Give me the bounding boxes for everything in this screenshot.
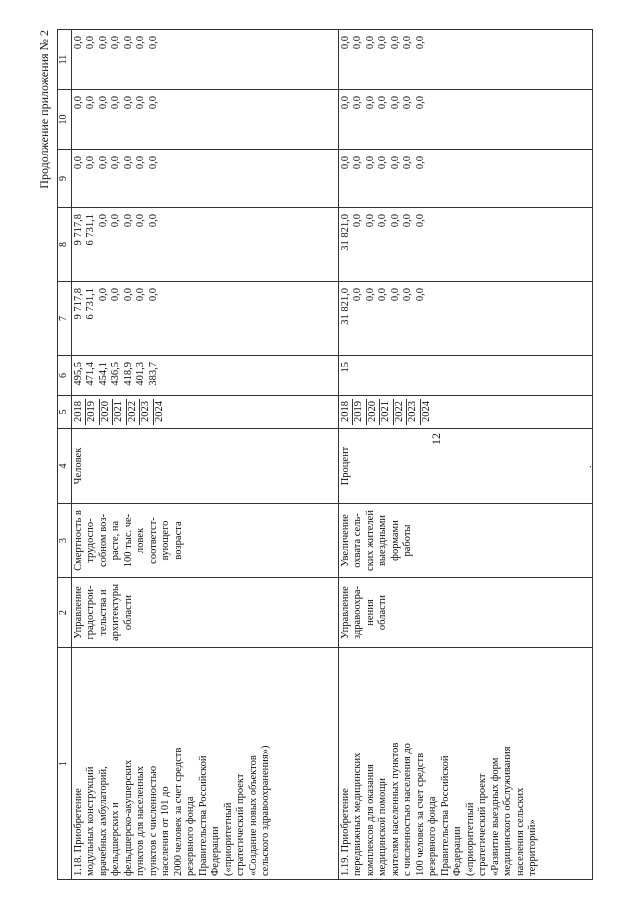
col11-cell-line: 0,0 xyxy=(72,36,84,50)
col8-cell-line: 9 717,8 xyxy=(72,214,84,246)
col-6: 6 xyxy=(58,356,72,396)
program-table xyxy=(57,29,593,880)
target-cell xyxy=(71,356,338,396)
year-cell-line: 2018 xyxy=(340,399,354,425)
executor-cell-line: архитектуры xyxy=(110,584,121,641)
event-cell-line: «Развитие выездных форм xyxy=(489,757,501,876)
event-cell-line: медицинского обслуживания xyxy=(502,746,513,876)
event-cell xyxy=(71,648,338,880)
target-cell-line: 454,1 xyxy=(97,362,109,386)
indicator-cell-line: соответст- xyxy=(147,517,159,564)
year-cell-line: 2024 xyxy=(420,401,432,422)
target-cell-line: 15 xyxy=(339,362,351,373)
event-cell-line: сельского здравоохранения») xyxy=(260,745,271,876)
event-cell-line: Правительства Российской xyxy=(439,755,451,876)
col9-cell-line: 0,0 xyxy=(122,156,134,170)
col8-cell-line: 0,0 xyxy=(414,214,426,228)
col9-cell-line: 0,0 xyxy=(389,156,401,170)
executor-cell-line: тельства и xyxy=(97,589,109,636)
year-cell-line: 2024 xyxy=(153,401,165,422)
target-cell-line: 436,5 xyxy=(110,362,121,386)
indicator-cell-line: работы xyxy=(402,524,413,557)
event-cell-line: 100 человек за счет средств xyxy=(414,752,426,876)
year-cell-line: 2021 xyxy=(113,399,127,425)
event-cell-line: 1.18. Приобретение xyxy=(72,788,84,876)
appendix-label: Продолжение приложения № 2 xyxy=(37,30,51,189)
col9-cell-line: 0,0 xyxy=(85,156,96,170)
event-cell-line: Правительства Российской xyxy=(197,755,209,876)
col8-cell-line: 0,0 xyxy=(147,214,159,228)
indicator-cell-line: ловек xyxy=(135,527,146,554)
indicator-cell-line: формами xyxy=(389,520,401,561)
col-2: 2 xyxy=(58,578,72,648)
col11-cell-line: 0,0 xyxy=(97,36,109,50)
col11-cell-line: 0,0 xyxy=(110,36,121,50)
col9-cell-line: 0,0 xyxy=(339,156,351,170)
event-cell-line: Федерации xyxy=(210,826,221,876)
col-1: 1 xyxy=(58,648,72,880)
year-cell xyxy=(338,396,592,429)
total-cell-line: 0,0 xyxy=(352,288,363,302)
col8-cell-line: 0,0 xyxy=(110,214,121,228)
total-cell-line: 0,0 xyxy=(147,288,159,302)
col8-cell-line: 0,0 xyxy=(352,214,363,228)
table-row xyxy=(71,30,338,880)
col10-cell-line: 0,0 xyxy=(389,96,401,110)
col9-cell-line: 0,0 xyxy=(414,156,426,170)
event-cell-line: модульных конструкций xyxy=(85,766,96,876)
col8-cell-line: 6 731,1 xyxy=(85,214,96,246)
total-cell-line: 6 731,1 xyxy=(85,288,96,320)
event-cell-line: 1.19. Приобретение xyxy=(339,788,351,876)
event-cell-line: населения сельских xyxy=(514,787,526,876)
executor-cell-line: нения xyxy=(364,599,376,626)
indicator-cell-line: Увеличение xyxy=(339,514,351,567)
target-cell-line: 495,5 xyxy=(72,362,84,386)
event-cell-line: с численностью населения до xyxy=(402,743,413,876)
executor-cell-line: Управление xyxy=(339,586,351,639)
event-cell xyxy=(338,648,592,880)
rotated-page xyxy=(37,30,602,880)
col10-cell-line: 0,0 xyxy=(147,96,159,110)
col8-cell-line: 0,0 xyxy=(135,214,146,228)
target-cell-line xyxy=(415,359,428,392)
column-number-row xyxy=(58,30,72,880)
year-cell-line: 2020 xyxy=(100,399,114,425)
executor-cell-line: области xyxy=(377,594,388,631)
col10-cell-line: 0,0 xyxy=(97,96,109,110)
total-cell xyxy=(338,282,592,356)
year-cell-line: 2021 xyxy=(380,399,394,425)
total-cell-line: 0,0 xyxy=(389,288,401,302)
col-8: 8 xyxy=(58,208,72,282)
indicator-cell-line: охвата сель- xyxy=(352,513,363,568)
event-cell-line: пунктов для населенных xyxy=(135,766,146,876)
event-cell-line: («приоритетный xyxy=(464,802,476,876)
event-cell-line: комплексов для оказания xyxy=(364,764,376,876)
col9-cell-line: 0,0 xyxy=(97,156,109,170)
target-cell-line: 401,3 xyxy=(135,362,146,386)
year-cell-line: 2022 xyxy=(127,399,141,425)
col11-cell xyxy=(338,30,592,90)
unit-cell: Процент xyxy=(338,429,592,504)
col9-cell xyxy=(338,150,592,208)
event-cell-line: фельдшерских и xyxy=(110,802,121,876)
indicator-cell-line: собном воз- xyxy=(97,514,109,567)
total-cell-line: 0,0 xyxy=(135,288,146,302)
event-cell-line: территорий» xyxy=(527,819,538,876)
col8-cell xyxy=(71,208,338,282)
year-cell-line: 2018 xyxy=(73,399,87,425)
col11-cell-line: 0,0 xyxy=(135,36,146,50)
event-cell-line: врачебных амбулаторий, xyxy=(97,766,109,876)
total-cell-line: 0,0 xyxy=(402,288,413,302)
col9-cell xyxy=(71,150,338,208)
col10-cell-line: 0,0 xyxy=(364,96,376,110)
event-cell-line: жителям населенных пунктов xyxy=(389,742,401,876)
executor-cell-line: Управление xyxy=(72,586,84,639)
target-cell-line xyxy=(352,359,365,392)
col11-cell-line: 0,0 xyxy=(389,36,401,50)
col-7: 7 xyxy=(58,282,72,356)
col11-cell-line: 0,0 xyxy=(364,36,376,50)
col11-cell-line: 0,0 xyxy=(147,36,159,50)
event-cell-line: стратегический проект xyxy=(477,773,488,876)
indicator-cell xyxy=(71,504,338,578)
total-cell xyxy=(71,282,338,356)
indicator-cell-line: возраста xyxy=(172,521,184,560)
target-cell-line: 418,9 xyxy=(122,362,134,386)
col8-cell-line: 0,0 xyxy=(364,214,376,228)
col11-cell-line: 0,0 xyxy=(414,36,426,50)
indicator-cell xyxy=(338,504,592,578)
col10-cell-line: 0,0 xyxy=(352,96,363,110)
col10-cell-line: 0,0 xyxy=(85,96,96,110)
col9-cell-line: 0,0 xyxy=(352,156,363,170)
target-cell xyxy=(338,356,592,396)
col8-cell xyxy=(338,208,592,282)
col11-cell-line: 0,0 xyxy=(377,36,388,50)
page-number: 12 xyxy=(429,433,443,445)
event-cell-line: передвижных медицинских xyxy=(352,752,363,876)
indicator-cell-line: расте, на xyxy=(110,520,121,561)
event-cell-line: резервного фонда xyxy=(185,796,196,876)
col10-cell-line: 0,0 xyxy=(110,96,121,110)
year-cell-line: 2019 xyxy=(353,399,367,425)
col9-cell-line: 0,0 xyxy=(377,156,388,170)
col-5: 5 xyxy=(58,396,72,429)
col11-cell-line: 0,0 xyxy=(339,36,351,50)
unit-cell: Человек xyxy=(71,429,338,504)
event-cell-line: стратегический проект xyxy=(235,773,246,876)
total-cell-line: 0,0 xyxy=(377,288,388,302)
year-cell-line: 2020 xyxy=(367,399,381,425)
col11-cell-line: 0,0 xyxy=(122,36,134,50)
year-cell-line: 2019 xyxy=(86,399,100,425)
col9-cell-line: 0,0 xyxy=(135,156,146,170)
col-9: 9 xyxy=(58,150,72,208)
event-cell-line: медицинской помощи xyxy=(377,778,388,876)
indicator-cell-line: трудоспо- xyxy=(85,518,96,563)
event-cell-line: пунктов с численностью xyxy=(147,765,159,876)
indicator-cell-line: ских жителей xyxy=(364,510,376,571)
target-cell-line: 471,4 xyxy=(85,362,96,386)
target-cell-line: 383,7 xyxy=(147,362,159,386)
year-cell-line: 2023 xyxy=(140,399,154,425)
event-cell-line: «Создание новых объектов xyxy=(247,755,259,876)
col8-cell-line: 0,0 xyxy=(389,214,401,228)
col11-cell-line: 0,0 xyxy=(402,36,413,50)
col10-cell xyxy=(71,90,338,150)
target-cell-line xyxy=(402,359,415,392)
col10-cell-line: 0,0 xyxy=(135,96,146,110)
year-cell-line: 2023 xyxy=(407,399,421,425)
col-3: 3 xyxy=(58,504,72,578)
indicator-cell-line: 100 тыс. че- xyxy=(122,513,134,568)
indicator-cell-line: Смертность в xyxy=(72,510,84,571)
event-cell-line: населения от 101 до xyxy=(160,786,171,876)
event-cell-line: Федерации xyxy=(452,826,463,876)
col9-cell-line: 0,0 xyxy=(402,156,413,170)
page-dot: . xyxy=(583,465,594,468)
executor-cell-line: градострои- xyxy=(85,585,96,640)
total-cell-line: 0,0 xyxy=(364,288,376,302)
col9-cell-line: 0,0 xyxy=(72,156,84,170)
col8-cell-line: 31 821,0 xyxy=(339,214,351,251)
executor-cell-line: области xyxy=(122,594,134,631)
col8-cell-line: 0,0 xyxy=(377,214,388,228)
event-cell-line: резервного фонда xyxy=(427,796,438,876)
target-cell-line xyxy=(390,359,403,392)
total-cell-line: 31 821,0 xyxy=(339,288,351,325)
executor-cell-line: здравоохра- xyxy=(352,586,363,639)
event-cell-line: 2000 человек за счет средств xyxy=(172,747,184,876)
executor-cell xyxy=(338,578,592,648)
col-4: 4 xyxy=(58,429,72,504)
col10-cell-line: 0,0 xyxy=(72,96,84,110)
col11-cell-line: 0,0 xyxy=(85,36,96,50)
col10-cell xyxy=(338,90,592,150)
indicator-cell-line: выездными xyxy=(377,514,388,567)
target-cell-line xyxy=(377,359,390,392)
target-cell-line xyxy=(365,359,378,392)
total-cell-line: 0,0 xyxy=(414,288,426,302)
indicator-cell-line: вующего xyxy=(160,520,171,561)
event-cell-line: («приоритетный xyxy=(222,802,234,876)
col-10: 10 xyxy=(58,90,72,150)
col10-cell-line: 0,0 xyxy=(339,96,351,110)
executor-cell xyxy=(71,578,338,648)
col-11: 11 xyxy=(58,30,72,90)
col10-cell-line: 0,0 xyxy=(122,96,134,110)
total-cell-line: 0,0 xyxy=(110,288,121,302)
event-cell-line: фельдшерско-акушерских xyxy=(122,759,134,876)
col8-cell-line: 0,0 xyxy=(402,214,413,228)
table-row xyxy=(338,30,592,880)
year-cell xyxy=(71,396,338,429)
total-cell-line: 0,0 xyxy=(97,288,109,302)
col10-cell-line: 0,0 xyxy=(402,96,413,110)
col9-cell-line: 0,0 xyxy=(364,156,376,170)
total-cell-line: 0,0 xyxy=(122,288,134,302)
col11-cell-line: 0,0 xyxy=(352,36,363,50)
total-cell-line: 9 717,8 xyxy=(72,288,84,320)
col8-cell-line: 0,0 xyxy=(122,214,134,228)
col9-cell-line: 0,0 xyxy=(147,156,159,170)
col10-cell-line: 0,0 xyxy=(377,96,388,110)
col8-cell-line: 0,0 xyxy=(97,214,109,228)
col11-cell xyxy=(71,30,338,90)
col10-cell-line: 0,0 xyxy=(414,96,426,110)
year-cell-line: 2022 xyxy=(394,399,408,425)
col9-cell-line: 0,0 xyxy=(110,156,121,170)
